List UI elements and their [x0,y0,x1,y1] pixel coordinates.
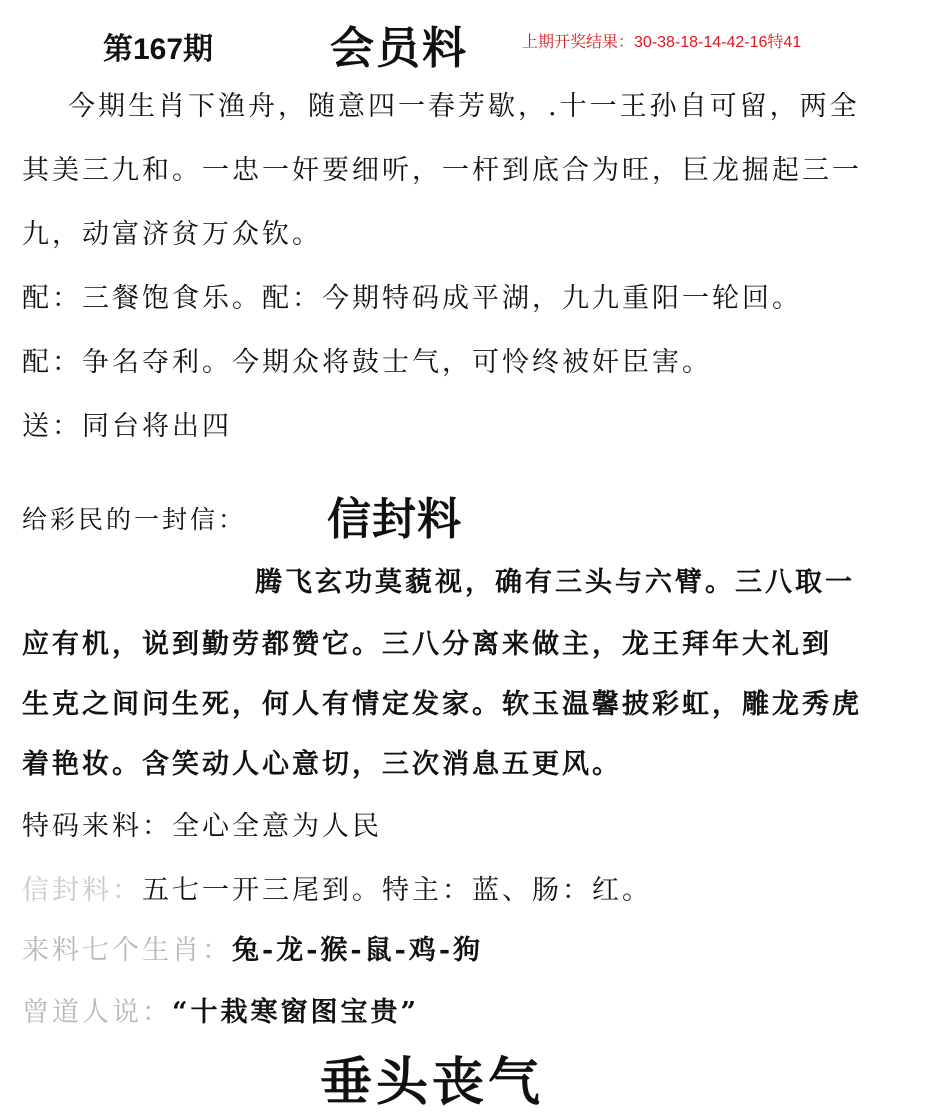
last-draw-result: 上期开奖结果：30-38-18-14-42-16特41 [522,34,802,51]
zodiac-label: 来料七个生肖： [22,935,232,966]
special-label: 特码来料： [22,811,172,842]
gift-line [22,404,232,443]
special-code-line [22,804,382,843]
pair-label: 配： [22,347,82,378]
letter-material-line [22,868,652,907]
letter-line-2: 应有机，说到勤劳都赞它。三八分离来做主，龙王拜年大礼到 [22,629,832,660]
gift-label: 送： [22,411,82,442]
saying-label: 曾道人说： [22,997,172,1028]
letter-title: 信封料 [327,494,462,545]
poem-line-3: 九，动富济贫万众钦。 [22,219,322,250]
letter-intro: 给彩民的一封信： [22,505,247,534]
zodiac-line [22,928,483,967]
footer-idiom: 垂头丧气 [320,1052,545,1113]
pair-line-1 [22,276,802,315]
letter-line-4: 着艳妆。含笑动人心意切，三次消息五更风。 [22,749,622,780]
saying-line [22,990,419,1029]
issue-number: 第167期 [103,33,214,66]
letter-line-3: 生克之间问生死，何人有情定发家。软玉温馨披彩虹，雕龙秀虎 [22,689,862,720]
poem-line-1: 今期生肖下渔舟，随意四一春芳歇，.十一王孙自可留，两全 [68,91,860,122]
zodiac-text: 兔-龙-猴-鼠-鸡-狗 [232,935,484,966]
pair-text: 争名夺利。今期众将鼓士气，可怜终被奸臣害。 [82,347,712,378]
pair-label: 配： [22,283,82,314]
gift-text: 同台将出四 [82,411,232,442]
saying-text: “十栽寒窗图宝贵” [172,997,420,1028]
special-text: 全心全意为人民 [172,811,382,842]
pair-line-2 [22,340,712,379]
pair-text: 三餐饱食乐。配：今期特码成平湖，九九重阳一轮回。 [82,283,802,314]
page-title: 会员料 [330,23,468,74]
poem-line-2: 其美三九和。一忠一奸要细听，一杆到底合为旺，巨龙掘起三一 [22,155,862,186]
letter-material-label: 信封料： [22,875,142,906]
letter-line-1: 腾飞玄功莫藐视，确有三头与六臂。三八取一 [255,567,855,598]
letter-material-text: 五七一开三尾到。特主：蓝、肠：红。 [142,875,652,906]
